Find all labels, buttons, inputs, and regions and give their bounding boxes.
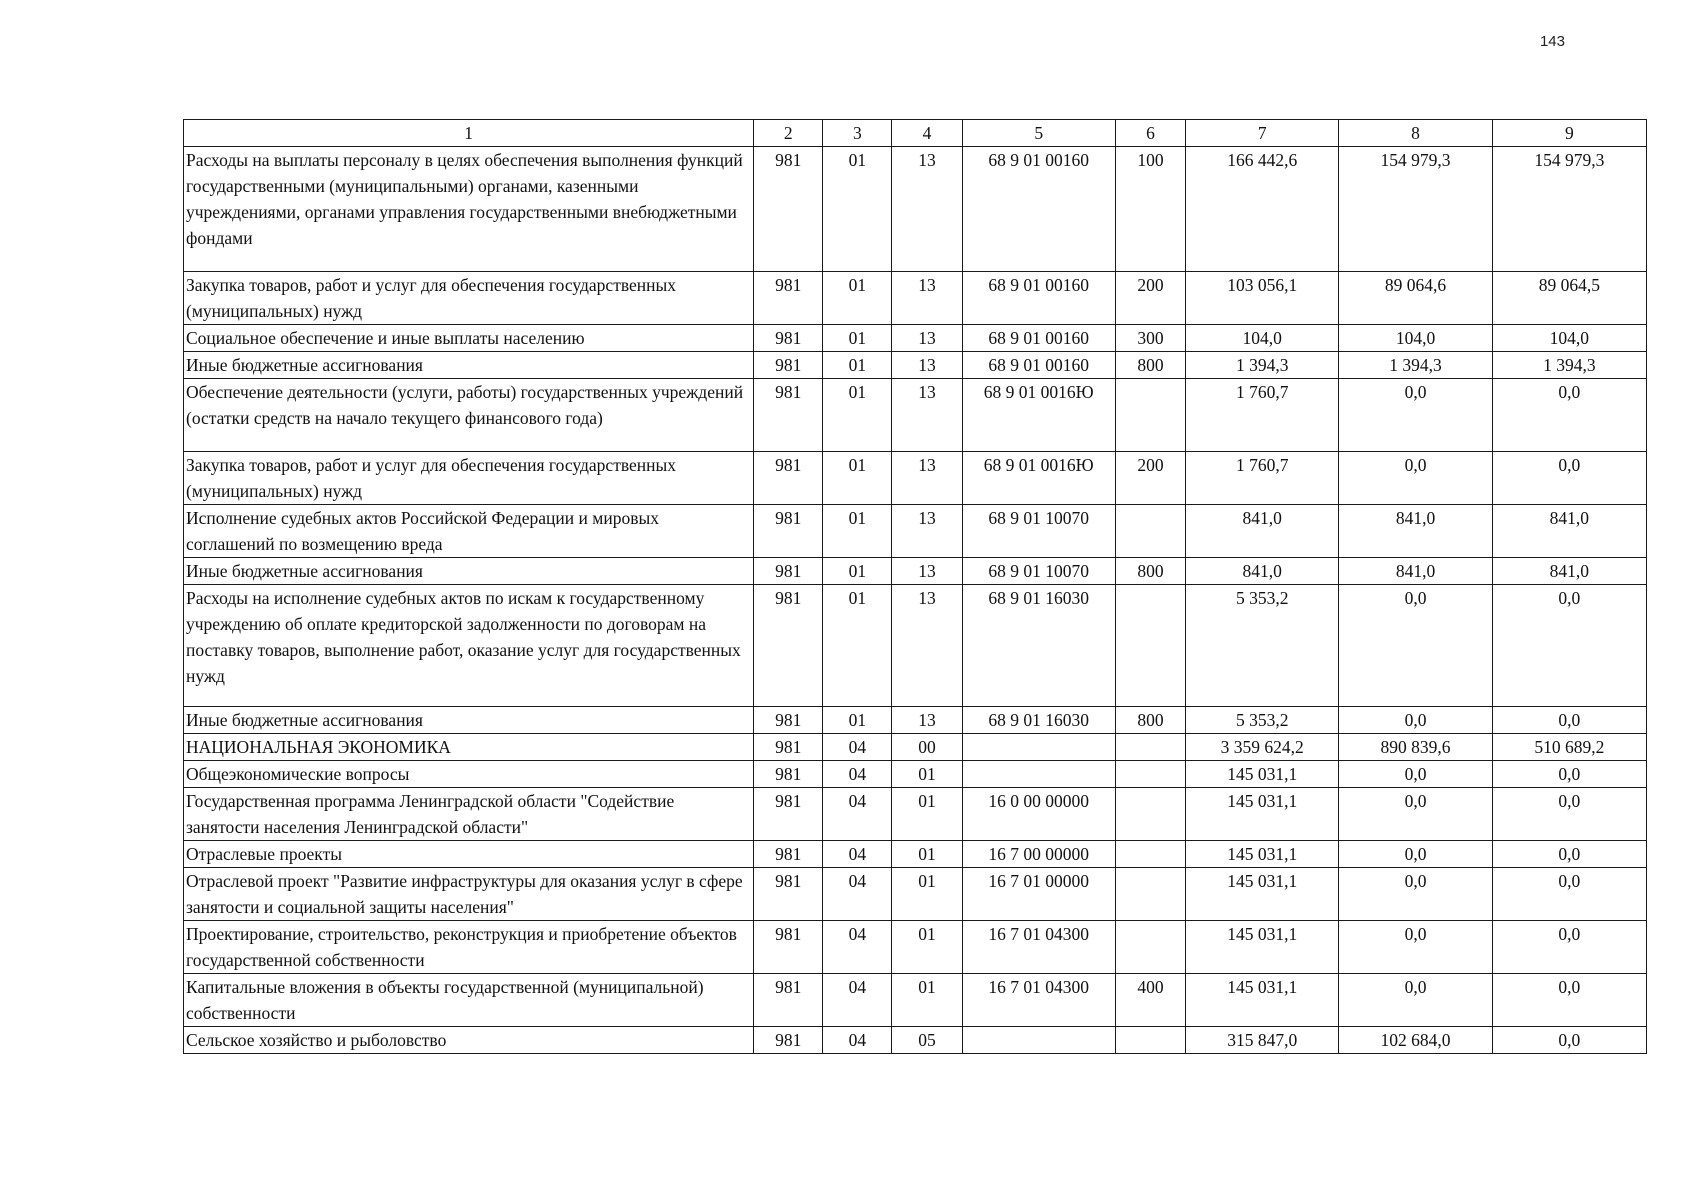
column-header: 7 bbox=[1186, 120, 1339, 147]
row-description: Капитальные вложения в объекты государственной (муниципальной) собственности bbox=[184, 974, 754, 1027]
cell-grbs: 981 bbox=[754, 325, 823, 352]
table-row bbox=[184, 558, 1647, 585]
cell-section: 01 bbox=[823, 707, 892, 734]
cell-amount-col8: 102 684,0 bbox=[1339, 1027, 1492, 1054]
cell-grbs: 981 bbox=[754, 841, 823, 868]
table-row bbox=[184, 147, 1647, 272]
cell-expense-type bbox=[1115, 841, 1185, 868]
cell-amount-col9: 154 979,3 bbox=[1492, 147, 1646, 272]
cell-amount-col9: 0,0 bbox=[1492, 585, 1646, 707]
cell-subsection: 01 bbox=[892, 921, 962, 974]
cell-amount-col9: 0,0 bbox=[1492, 868, 1646, 921]
cell-section: 04 bbox=[823, 841, 892, 868]
cell-grbs: 981 bbox=[754, 734, 823, 761]
cell-amount-col8: 841,0 bbox=[1339, 505, 1492, 558]
cell-expense-type: 200 bbox=[1115, 272, 1185, 325]
table-row bbox=[184, 974, 1647, 1027]
cell-section: 04 bbox=[823, 1027, 892, 1054]
cell-amount-col8: 841,0 bbox=[1339, 558, 1492, 585]
cell-grbs: 981 bbox=[754, 147, 823, 272]
cell-expense-type bbox=[1115, 585, 1185, 707]
cell-section: 01 bbox=[823, 272, 892, 325]
cell-amount-col9: 841,0 bbox=[1492, 558, 1646, 585]
cell-subsection: 13 bbox=[892, 707, 962, 734]
row-description: Закупка товаров, работ и услуг для обеспечения государственных (муниципальных) нужд bbox=[184, 272, 754, 325]
cell-amount-col9: 0,0 bbox=[1492, 379, 1646, 452]
table-row bbox=[184, 272, 1647, 325]
cell-section: 01 bbox=[823, 147, 892, 272]
cell-grbs: 981 bbox=[754, 505, 823, 558]
cell-amount-col7: 103 056,1 bbox=[1186, 272, 1339, 325]
column-header: 8 bbox=[1339, 120, 1492, 147]
cell-grbs: 981 bbox=[754, 272, 823, 325]
cell-subsection: 13 bbox=[892, 379, 962, 452]
cell-target-article: 68 9 01 10070 bbox=[962, 558, 1115, 585]
column-header: 3 bbox=[823, 120, 892, 147]
cell-subsection: 00 bbox=[892, 734, 962, 761]
cell-grbs: 981 bbox=[754, 788, 823, 841]
column-header: 4 bbox=[892, 120, 962, 147]
cell-section: 01 bbox=[823, 558, 892, 585]
cell-amount-col9: 0,0 bbox=[1492, 761, 1646, 788]
cell-amount-col7: 145 031,1 bbox=[1186, 841, 1339, 868]
cell-subsection: 13 bbox=[892, 558, 962, 585]
page-number: 143 bbox=[1539, 33, 1565, 50]
row-description: Социальное обеспечение и иные выплаты населению bbox=[184, 325, 754, 352]
cell-amount-col9: 89 064,5 bbox=[1492, 272, 1646, 325]
cell-grbs: 981 bbox=[754, 868, 823, 921]
row-description: НАЦИОНАЛЬНАЯ ЭКОНОМИКА bbox=[184, 734, 754, 761]
cell-expense-type: 200 bbox=[1115, 452, 1185, 505]
column-header: 9 bbox=[1492, 120, 1646, 147]
row-description: Иные бюджетные ассигнования bbox=[184, 707, 754, 734]
cell-expense-type bbox=[1115, 1027, 1185, 1054]
column-header: 1 bbox=[184, 120, 754, 147]
cell-subsection: 01 bbox=[892, 761, 962, 788]
cell-target-article: 16 7 01 04300 bbox=[962, 921, 1115, 974]
cell-target-article: 16 7 01 00000 bbox=[962, 868, 1115, 921]
cell-amount-col9: 1 394,3 bbox=[1492, 352, 1646, 379]
cell-section: 04 bbox=[823, 734, 892, 761]
cell-target-article: 68 9 01 0016Ю bbox=[962, 452, 1115, 505]
cell-grbs: 981 bbox=[754, 761, 823, 788]
cell-target-article bbox=[962, 734, 1115, 761]
cell-amount-col7: 166 442,6 bbox=[1186, 147, 1339, 272]
cell-amount-col8: 154 979,3 bbox=[1339, 147, 1492, 272]
row-description: Исполнение судебных актов Российской Федерации и мировых соглашений по возмещению вреда bbox=[184, 505, 754, 558]
cell-target-article: 68 9 01 0016Ю bbox=[962, 379, 1115, 452]
cell-expense-type bbox=[1115, 761, 1185, 788]
cell-expense-type bbox=[1115, 734, 1185, 761]
cell-grbs: 981 bbox=[754, 352, 823, 379]
cell-section: 04 bbox=[823, 921, 892, 974]
cell-amount-col8: 0,0 bbox=[1339, 974, 1492, 1027]
cell-amount-col7: 3 359 624,2 bbox=[1186, 734, 1339, 761]
cell-amount-col7: 841,0 bbox=[1186, 558, 1339, 585]
cell-grbs: 981 bbox=[754, 379, 823, 452]
cell-expense-type: 100 bbox=[1115, 147, 1185, 272]
cell-amount-col8: 0,0 bbox=[1339, 585, 1492, 707]
cell-expense-type: 800 bbox=[1115, 558, 1185, 585]
table-row bbox=[184, 505, 1647, 558]
cell-subsection: 13 bbox=[892, 452, 962, 505]
cell-target-article: 68 9 01 00160 bbox=[962, 352, 1115, 379]
cell-amount-col8: 0,0 bbox=[1339, 452, 1492, 505]
cell-amount-col8: 0,0 bbox=[1339, 868, 1492, 921]
cell-subsection: 01 bbox=[892, 841, 962, 868]
cell-section: 01 bbox=[823, 452, 892, 505]
cell-subsection: 01 bbox=[892, 974, 962, 1027]
cell-amount-col7: 145 031,1 bbox=[1186, 788, 1339, 841]
row-description: Расходы на выплаты персоналу в целях обеспечения выполнения функций государственными (муниципальными) органами, казенными учреждениями, органами управления государственными внебюджетными фондами bbox=[184, 147, 754, 272]
cell-expense-type: 300 bbox=[1115, 325, 1185, 352]
cell-target-article: 16 7 00 00000 bbox=[962, 841, 1115, 868]
table-row bbox=[184, 734, 1647, 761]
cell-amount-col8: 0,0 bbox=[1339, 921, 1492, 974]
cell-grbs: 981 bbox=[754, 1027, 823, 1054]
cell-amount-col8: 0,0 bbox=[1339, 788, 1492, 841]
cell-amount-col8: 890 839,6 bbox=[1339, 734, 1492, 761]
row-description: Расходы на исполнение судебных актов по искам к государственному учреждению об оплате кредиторской задолженности по договорам на поставку товаров, выполнение работ, оказание услуг для государственных нужд bbox=[184, 585, 754, 707]
cell-section: 01 bbox=[823, 352, 892, 379]
cell-section: 04 bbox=[823, 761, 892, 788]
table-body bbox=[184, 147, 1647, 1054]
cell-amount-col8: 1 394,3 bbox=[1339, 352, 1492, 379]
cell-subsection: 13 bbox=[892, 505, 962, 558]
cell-section: 01 bbox=[823, 325, 892, 352]
cell-expense-type bbox=[1115, 921, 1185, 974]
table-row bbox=[184, 761, 1647, 788]
cell-amount-col7: 104,0 bbox=[1186, 325, 1339, 352]
cell-expense-type bbox=[1115, 868, 1185, 921]
cell-amount-col7: 315 847,0 bbox=[1186, 1027, 1339, 1054]
cell-amount-col7: 145 031,1 bbox=[1186, 921, 1339, 974]
cell-amount-col7: 1 394,3 bbox=[1186, 352, 1339, 379]
table-row bbox=[184, 841, 1647, 868]
budget-table bbox=[183, 119, 1647, 1054]
row-description: Проектирование, строительство, реконструкция и приобретение объектов государственной собственности bbox=[184, 921, 754, 974]
cell-grbs: 981 bbox=[754, 974, 823, 1027]
cell-amount-col9: 841,0 bbox=[1492, 505, 1646, 558]
cell-subsection: 01 bbox=[892, 868, 962, 921]
cell-target-article: 68 9 01 00160 bbox=[962, 325, 1115, 352]
cell-subsection: 13 bbox=[892, 352, 962, 379]
cell-amount-col9: 0,0 bbox=[1492, 921, 1646, 974]
cell-target-article: 68 9 01 10070 bbox=[962, 505, 1115, 558]
row-description: Отраслевой проект "Развитие инфраструктуры для оказания услуг в сфере занятости и социальной защиты населения" bbox=[184, 868, 754, 921]
cell-section: 04 bbox=[823, 788, 892, 841]
cell-expense-type bbox=[1115, 788, 1185, 841]
cell-section: 01 bbox=[823, 585, 892, 707]
column-header: 2 bbox=[754, 120, 823, 147]
table-row bbox=[184, 325, 1647, 352]
cell-amount-col8: 89 064,6 bbox=[1339, 272, 1492, 325]
cell-section: 04 bbox=[823, 868, 892, 921]
row-description: Обеспечение деятельности (услуги, работы) государственных учреждений (остатки средств на начало текущего финансового года) bbox=[184, 379, 754, 452]
row-description: Иные бюджетные ассигнования bbox=[184, 352, 754, 379]
column-header: 6 bbox=[1115, 120, 1185, 147]
row-description: Иные бюджетные ассигнования bbox=[184, 558, 754, 585]
table-row bbox=[184, 868, 1647, 921]
table-row bbox=[184, 585, 1647, 707]
cell-amount-col7: 145 031,1 bbox=[1186, 868, 1339, 921]
cell-subsection: 01 bbox=[892, 788, 962, 841]
row-description: Закупка товаров, работ и услуг для обеспечения государственных (муниципальных) нужд bbox=[184, 452, 754, 505]
cell-target-article: 16 0 00 00000 bbox=[962, 788, 1115, 841]
cell-amount-col7: 5 353,2 bbox=[1186, 707, 1339, 734]
cell-expense-type: 800 bbox=[1115, 707, 1185, 734]
cell-amount-col9: 0,0 bbox=[1492, 452, 1646, 505]
cell-section: 01 bbox=[823, 379, 892, 452]
cell-amount-col9: 0,0 bbox=[1492, 841, 1646, 868]
cell-subsection: 13 bbox=[892, 147, 962, 272]
cell-amount-col8: 104,0 bbox=[1339, 325, 1492, 352]
cell-grbs: 981 bbox=[754, 707, 823, 734]
cell-amount-col7: 841,0 bbox=[1186, 505, 1339, 558]
cell-amount-col9: 0,0 bbox=[1492, 707, 1646, 734]
cell-amount-col9: 104,0 bbox=[1492, 325, 1646, 352]
table-row bbox=[184, 452, 1647, 505]
cell-target-article bbox=[962, 1027, 1115, 1054]
table-row bbox=[184, 921, 1647, 974]
cell-section: 04 bbox=[823, 974, 892, 1027]
row-description: Отраслевые проекты bbox=[184, 841, 754, 868]
cell-subsection: 13 bbox=[892, 585, 962, 707]
cell-amount-col7: 145 031,1 bbox=[1186, 761, 1339, 788]
cell-amount-col8: 0,0 bbox=[1339, 841, 1492, 868]
cell-subsection: 13 bbox=[892, 325, 962, 352]
table-row bbox=[184, 379, 1647, 452]
table-row bbox=[184, 1027, 1647, 1054]
cell-amount-col8: 0,0 bbox=[1339, 379, 1492, 452]
cell-amount-col7: 145 031,1 bbox=[1186, 974, 1339, 1027]
cell-target-article: 68 9 01 00160 bbox=[962, 147, 1115, 272]
row-description: Общеэкономические вопросы bbox=[184, 761, 754, 788]
table-header-row bbox=[184, 120, 1647, 147]
column-header: 5 bbox=[962, 120, 1115, 147]
cell-amount-col8: 0,0 bbox=[1339, 707, 1492, 734]
cell-amount-col7: 1 760,7 bbox=[1186, 379, 1339, 452]
cell-grbs: 981 bbox=[754, 585, 823, 707]
cell-amount-col9: 0,0 bbox=[1492, 788, 1646, 841]
cell-amount-col8: 0,0 bbox=[1339, 761, 1492, 788]
cell-target-article: 68 9 01 00160 bbox=[962, 272, 1115, 325]
cell-expense-type: 400 bbox=[1115, 974, 1185, 1027]
cell-amount-col9: 0,0 bbox=[1492, 974, 1646, 1027]
cell-expense-type bbox=[1115, 379, 1185, 452]
cell-target-article: 16 7 01 04300 bbox=[962, 974, 1115, 1027]
cell-amount-col7: 5 353,2 bbox=[1186, 585, 1339, 707]
cell-amount-col9: 510 689,2 bbox=[1492, 734, 1646, 761]
row-description: Государственная программа Ленинградской области "Содействие занятости населения Ленинградской области" bbox=[184, 788, 754, 841]
cell-expense-type: 800 bbox=[1115, 352, 1185, 379]
cell-amount-col7: 1 760,7 bbox=[1186, 452, 1339, 505]
cell-subsection: 13 bbox=[892, 272, 962, 325]
table-row bbox=[184, 707, 1647, 734]
cell-grbs: 981 bbox=[754, 558, 823, 585]
table-row bbox=[184, 788, 1647, 841]
cell-subsection: 05 bbox=[892, 1027, 962, 1054]
row-description: Сельское хозяйство и рыболовство bbox=[184, 1027, 754, 1054]
cell-amount-col9: 0,0 bbox=[1492, 1027, 1646, 1054]
cell-grbs: 981 bbox=[754, 921, 823, 974]
cell-grbs: 981 bbox=[754, 452, 823, 505]
cell-target-article bbox=[962, 761, 1115, 788]
table-row bbox=[184, 352, 1647, 379]
cell-target-article: 68 9 01 16030 bbox=[962, 707, 1115, 734]
cell-section: 01 bbox=[823, 505, 892, 558]
cell-expense-type bbox=[1115, 505, 1185, 558]
cell-target-article: 68 9 01 16030 bbox=[962, 585, 1115, 707]
